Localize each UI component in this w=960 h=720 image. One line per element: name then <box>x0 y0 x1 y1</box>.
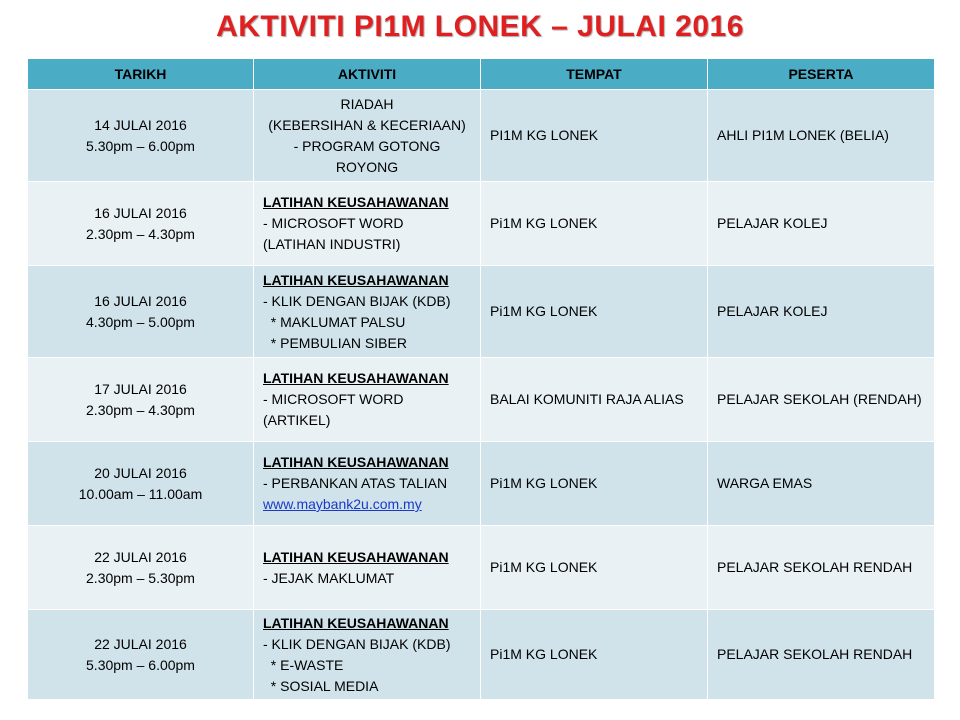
activity-heading: LATIHAN KEUSAHAWANAN <box>263 370 449 386</box>
activity-line: - KLIK DENGAN BIJAK (KDB) <box>263 635 451 652</box>
place-cell: PI1M KG LONEK <box>481 90 708 182</box>
participants-cell: AHLI PI1M LONEK (BELIA) <box>708 90 935 182</box>
activity-line: - KLIK DENGAN BIJAK (KDB) <box>263 292 451 309</box>
participants-cell: PELAJAR SEKOLAH (RENDAH) <box>708 358 935 442</box>
column-header-aktiviti: AKTIVITI <box>254 59 481 90</box>
table-row <box>28 90 935 182</box>
date-text: 17 JULAI 2016 <box>94 380 187 397</box>
activity-line: - PROGRAM GOTONG <box>293 137 441 154</box>
time-text: 4.30pm – 5.00pm <box>86 313 195 330</box>
date-cell <box>28 182 254 266</box>
table-row <box>28 182 935 266</box>
place-cell: Pi1M KG LONEK <box>481 526 708 610</box>
page-title: AKTIVITI PI1M LONEK – JULAI 2016 <box>216 10 744 43</box>
participants-cell: WARGA EMAS <box>708 442 935 526</box>
activity-cell <box>254 182 481 266</box>
date-text: 16 JULAI 2016 <box>94 292 187 309</box>
date-cell <box>28 442 254 526</box>
date-text: 14 JULAI 2016 <box>94 116 187 133</box>
date-text: 22 JULAI 2016 <box>94 635 187 652</box>
date-cell <box>28 526 254 610</box>
maybank-link[interactable]: www.maybank2u.com.my <box>263 496 422 512</box>
activity-line: * PEMBULIAN SIBER <box>263 334 407 351</box>
activity-cell <box>254 610 481 700</box>
activity-cell <box>254 526 481 610</box>
place-cell: Pi1M KG LONEK <box>481 266 708 358</box>
time-text: 10.00am – 11.00am <box>78 485 203 502</box>
time-text: 5.30pm – 6.00pm <box>86 137 195 154</box>
table-row <box>28 442 935 526</box>
activity-line: - MICROSOFT WORD <box>263 391 404 407</box>
activity-line: * SOSIAL MEDIA <box>263 677 379 694</box>
time-text: 2.30pm – 4.30pm <box>86 401 195 418</box>
participants-cell: PELAJAR KOLEJ <box>708 182 935 266</box>
activity-cell <box>254 358 481 442</box>
table-header-row <box>28 59 935 90</box>
date-text: 22 JULAI 2016 <box>94 548 187 565</box>
date-cell <box>28 90 254 182</box>
activity-cell <box>254 266 481 358</box>
activity-heading: LATIHAN KEUSAHAWANAN <box>263 194 449 210</box>
place-cell: Pi1M KG LONEK <box>481 182 708 266</box>
column-header-tempat: TEMPAT <box>481 59 708 90</box>
date-text: 20 JULAI 2016 <box>94 464 187 481</box>
table-row <box>28 266 935 358</box>
table-row <box>28 526 935 610</box>
activity-heading: LATIHAN KEUSAHAWANAN <box>263 614 449 631</box>
column-header-peserta: PESERTA <box>708 59 935 90</box>
schedule-table <box>27 58 935 700</box>
date-cell <box>28 358 254 442</box>
activity-line: - PERBANKAN ATAS TALIAN <box>263 475 448 491</box>
table-row <box>28 610 935 700</box>
table-row <box>28 358 935 442</box>
activity-line: RIADAH <box>340 95 394 112</box>
activity-line: ROYONG <box>335 158 399 175</box>
column-header-tarikh: TARIKH <box>28 59 254 90</box>
place-cell: Pi1M KG LONEK <box>481 442 708 526</box>
time-text: 5.30pm – 6.00pm <box>86 656 195 673</box>
activity-heading: LATIHAN KEUSAHAWANAN <box>263 548 449 565</box>
time-text: 2.30pm – 5.30pm <box>86 569 195 586</box>
time-text: 2.30pm – 4.30pm <box>86 225 195 242</box>
participants-cell: PELAJAR SEKOLAH RENDAH <box>708 526 935 610</box>
date-text: 16 JULAI 2016 <box>94 204 187 221</box>
date-cell <box>28 266 254 358</box>
participants-cell: PELAJAR SEKOLAH RENDAH <box>708 610 935 700</box>
activity-heading: LATIHAN KEUSAHAWANAN <box>263 271 449 288</box>
activity-line: (LATIHAN INDUSTRI) <box>263 236 401 252</box>
participants-cell: PELAJAR KOLEJ <box>708 266 935 358</box>
place-cell: Pi1M KG LONEK <box>481 610 708 700</box>
activity-line: - JEJAK MAKLUMAT <box>263 569 395 586</box>
activity-line: * E-WASTE <box>263 656 344 673</box>
place-cell: BALAI KOMUNITI RAJA ALIAS <box>481 358 708 442</box>
activity-line: * MAKLUMAT PALSU <box>263 313 406 330</box>
activity-cell <box>254 90 481 182</box>
activity-line: (KEBERSIHAN & KECERIAAN) <box>268 116 466 133</box>
date-cell <box>28 610 254 700</box>
activity-line: (ARTIKEL) <box>263 412 331 428</box>
activity-cell <box>254 442 481 526</box>
activity-heading: LATIHAN KEUSAHAWANAN <box>263 454 449 470</box>
activity-line: - MICROSOFT WORD <box>263 215 404 231</box>
